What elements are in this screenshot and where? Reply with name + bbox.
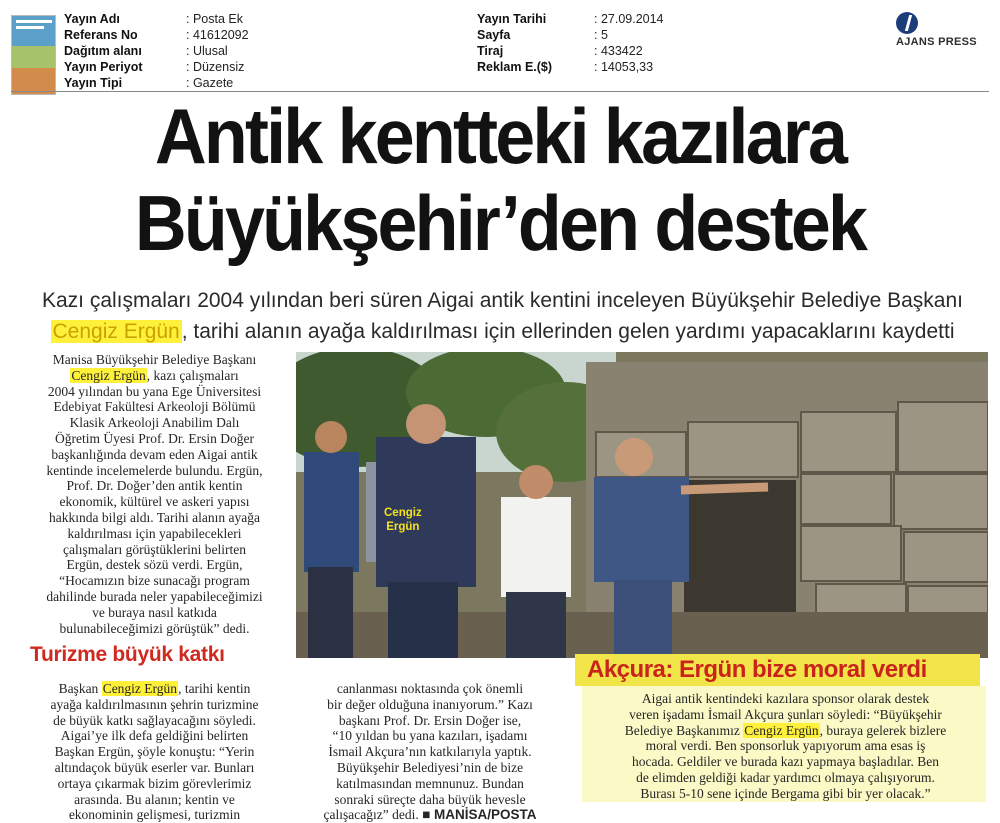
subhead-line-2 (10, 318, 995, 346)
section-kicker: Turizme büyük katkı (30, 643, 225, 666)
meta-label: Referans No (64, 28, 138, 42)
photo-caption (384, 506, 422, 534)
text-span: çalışacağız” dedi. (323, 807, 419, 823)
text-span: , tarihi kentin (178, 681, 251, 696)
text-line: Prof. Dr. Doğer’den antik kentin (66, 478, 243, 494)
meta-row (64, 43, 249, 59)
text-line: hakkında bilgi aldı. Tarihi alanın ayağa (49, 509, 260, 525)
text-line: kaldırılması için yapabilecekleri (67, 525, 242, 541)
meta-left-column (64, 11, 249, 91)
text-line: Klasik Arkeoloji Anabilim Dalı (69, 415, 240, 431)
sidebar-box-text (588, 691, 983, 802)
text-span: Başkan (58, 681, 102, 696)
text-line: Aigai antik kentindeki kazılara sponsor olarak destek (641, 691, 930, 706)
signoff: ■ MANİSA/POSTA (422, 807, 537, 823)
text-line: ve buraya nasıl katkıda (92, 604, 217, 620)
meta-right-column (477, 11, 664, 75)
text-line: çalışmaları görüştüklerini belirten (63, 541, 246, 557)
meta-label: Yayın Tipi (64, 76, 123, 90)
text-line: Manisa Büyükşehir Belediye Başkanı (52, 352, 257, 367)
text-line: Ergün, destek sözü verdi. Ergün, (66, 557, 243, 573)
caption-line: Ergün (386, 521, 420, 533)
meta-value: : 14053,33 (594, 60, 654, 74)
headline-line-1: Antik kentteki kazılara (154, 92, 846, 180)
text-span: Belediye Başkanımız (624, 722, 744, 738)
caption-line: Cengiz (384, 507, 422, 519)
meta-label: Dağıtım alanı (64, 44, 142, 58)
headline-line-2: Büyükşehir’den destek (134, 179, 866, 267)
meta-value: : 27.09.2014 (594, 12, 664, 26)
name-highlight: Cengiz Ergün (102, 681, 178, 696)
text-line (18, 681, 291, 697)
text-line: de büyük katkı sağlayacağını söyledi. (53, 712, 256, 728)
text-line: katılmasından memnunuz. Bundan (336, 775, 524, 791)
article-column-1 (18, 352, 291, 636)
text-line: veren işadamı İsmail Akçura şunları söyledi: “Büyükşehir (629, 706, 942, 722)
meta-label: Yayın Tarihi (477, 12, 547, 26)
name-highlight: Cengiz Ergün (71, 367, 146, 383)
text-line: moral verdi. Ben sponsorluk yapıyorum ama esas iş (645, 738, 926, 754)
article-column-1b (18, 681, 291, 823)
text-line: Burası 5-10 sene içinde Bergama gibi bir yer olacak.” (640, 785, 931, 801)
meta-row (477, 43, 664, 59)
text-span: , buraya gelerek bizlere (819, 722, 947, 738)
logo-mark-icon (896, 12, 918, 34)
text-line: kentinde incelemelerde bulundu. Ergün, (46, 462, 263, 478)
text-line (18, 368, 291, 384)
text-line: Öğretim Üyesi Prof. Dr. Ersin Doğer (54, 430, 255, 446)
meta-row (64, 75, 249, 91)
text-line: 2004 yılından bu yana Ege Üniversitesi (47, 383, 262, 399)
meta-row (64, 11, 249, 27)
subhead-name-highlight: Cengiz Ergün (52, 320, 180, 343)
meta-value: : Gazete (186, 76, 234, 90)
text-line: Aigai’ye ilk defa geldiğini belirten (60, 728, 249, 744)
meta-label: Yayın Adı (64, 12, 120, 26)
text-line: “10 yıldan bu yana kazıları, işadamı (332, 728, 528, 744)
text-line: bulunabileceğimizi görüştük” dedi. (59, 620, 250, 636)
text-line (588, 723, 983, 739)
text-line: bir değer olduğuna inanıyorum.” Kazı (327, 696, 533, 712)
photo-illustration (296, 352, 988, 658)
text-line: sonraki süreçte daha büyük hevesle (334, 791, 526, 807)
meta-row (477, 11, 664, 27)
meta-row (477, 59, 664, 75)
text-line: Edebiyat Fakültesi Arkeoloji Bölümü (53, 399, 256, 415)
text-line: altındaçok büyük eserler var. Bunları (54, 759, 255, 775)
meta-label: Yayın Periyot (64, 60, 143, 74)
meta-value: : 433422 (594, 44, 643, 58)
text-line: “Hocamızın bize sunacağı program (59, 573, 250, 589)
text-span: , kazı çalışmaları (146, 367, 239, 383)
meta-row (64, 59, 249, 75)
text-line: başkanı Prof. Dr. Ersin Doğer ise, (338, 712, 522, 728)
subhead-line-1: Kazı çalışmaları 2004 yılından beri süren Aigai antik kentini inceleyen Büyükşehir Belediye Başkanı (41, 289, 964, 312)
text-line: Başkan Ergün, şöyle konuştu: “Yerin (54, 744, 255, 760)
text-line: ekonomik, kültürel ve askeri yapısı (59, 494, 250, 510)
text-line: arasında. Bu alanın; kentin ve (74, 791, 235, 807)
subhead-rest: , tarihi alanın ayağa kaldırılması için ellerinden gelen yardımı yapacaklarını kaydetti (181, 320, 955, 343)
page-thumbnail[interactable] (11, 15, 56, 95)
meta-value: : Posta Ek (186, 12, 243, 26)
text-line: ortaya çıkarmak bizim görevlerimiz (57, 775, 252, 791)
meta-value: : Düzensiz (186, 60, 245, 74)
logo-text: AJANS PRESS (896, 36, 977, 48)
text-line: de elimden geldiği kadar yardımcı olmaya çalışıyorum. (636, 769, 935, 785)
meta-value: : 5 (594, 28, 608, 42)
meta-label: Reklam E.($) (477, 60, 553, 74)
text-line: canlanması noktasında çok önemli (336, 681, 524, 696)
text-line (300, 807, 560, 823)
meta-label: Tiraj (477, 44, 504, 58)
meta-row (64, 27, 249, 43)
text-line: ayağa kaldırılmasının şehrin turizmine (50, 696, 259, 712)
text-line: başkanlığında devam eden Aigai antik (51, 446, 258, 462)
name-highlight: Cengiz Ergün (744, 722, 819, 738)
text-line: İsmail Akçura’nın katkılarıyla yaptık. (328, 744, 532, 760)
meta-value: : 41612092 (186, 28, 249, 42)
text-line: dahilinde burada neler yapabileceğimizi (46, 588, 263, 604)
text-line: Büyükşehir Belediyesi’nin de bize (336, 759, 524, 775)
meta-value: : Ulusal (186, 44, 228, 58)
clipping-meta-header (0, 8, 1000, 90)
text-line: ekonominin gelişmesi, turizmin (68, 807, 241, 823)
ajans-press-logo (890, 10, 990, 60)
meta-label: Sayfa (477, 28, 511, 42)
sidebar-box-title: Akçura: Ergün bize moral verdi (575, 654, 980, 686)
article-column-2 (300, 681, 560, 823)
article-photo[interactable] (296, 352, 988, 658)
meta-row (477, 27, 664, 43)
text-line: hocada. Geldiler ve burada kazı yapmaya başladılar. Ben (632, 754, 939, 770)
